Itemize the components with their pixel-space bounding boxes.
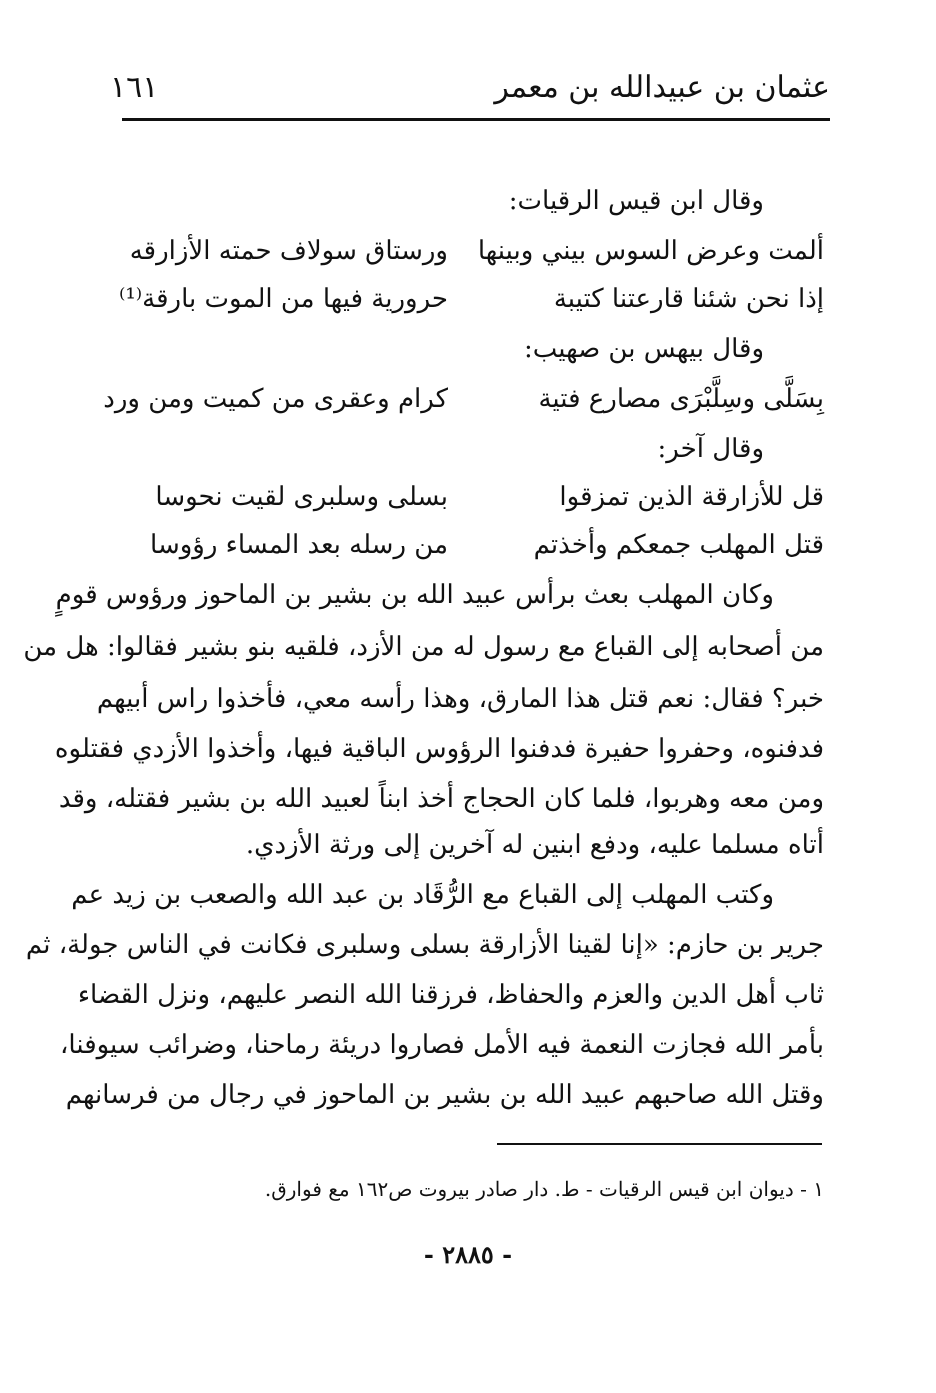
paragraph-line: ومن معه وهربوا، فلما كان الحجاج أخذ ابناً لعبيد الله بن بشير فقتله، وقد: [58, 784, 824, 814]
paragraph-line: من أصحابه إلى القباع مع رسول له من الأزد، فلقيه بنو بشير فقالوا: هل من: [23, 632, 824, 662]
header-rule: [122, 118, 830, 121]
paragraph-line: أتاه مسلما عليه، ودفع ابنين له آخرين إلى ورثة الأزدي.: [245, 830, 824, 860]
verse-hemistich-right: بِسَلَّى وسِلَّبْرَى مصارع فتية: [538, 384, 824, 414]
poem-intro-3: وقال آخر:: [657, 434, 764, 464]
paragraph-line: وكتب المهلب إلى القباع مع الرُّقَاد بن عبد الله والصعب بن زيد عم: [71, 880, 774, 910]
header-title: عثمان بن عبيدالله بن معمر: [494, 70, 830, 105]
paragraph-line: وقتل الله صاحبهم عبيد الله بن بشير بن الماحوز في رجال من فرسانهم: [65, 1080, 824, 1110]
footer-page-number: - ٢٨٨٥ -: [423, 1240, 513, 1269]
poem-intro-1: وقال ابن قيس الرقيات:: [508, 186, 764, 216]
paragraph-line: وكان المهلب بعث برأس عبيد الله بن بشير بن الماحوز ورؤوس قومٍ: [55, 580, 774, 610]
footnote: ١ - ديوان ابن قيس الرقيات - ط. دار صادر بيروت ص١٦٢ مع فوارق.: [264, 1177, 824, 1201]
running-head: [110, 62, 830, 118]
verse-hemistich-right: قل للأزارقة الذين تمزقوا: [559, 482, 824, 512]
paragraph-line: خبر؟ فقال: نعم قتل هذا المارق، وهذا رأسه معي، فأخذوا راس أبيهم: [96, 684, 824, 714]
verse-hemistich-right: ألمت وعرض السوس بيني وبينها: [477, 236, 824, 266]
poem-intro-2: وقال بيهس بن صهيب:: [523, 334, 764, 364]
paragraph-line: جرير بن حازم: «إنا لقينا الأزارقة بسلى وسلبرى فكانت في الناس جولة، ثم: [25, 930, 824, 960]
verse-hemistich-right: قتل المهلب جمعكم وأخذتم: [533, 530, 824, 560]
verse-hemistich-left: بسلى وسلبرى لقيت نحوسا: [155, 482, 448, 512]
paragraph-line: ثاب أهل الدين والعزم والحفاظ، فرزقنا الله النصر عليهم، ونزل القضاء: [77, 980, 824, 1010]
verse-hemistich-left: حرورية فيها من الموت بارقة⁽¹⁾: [118, 284, 448, 314]
verse-hemistich-left: من رسله بعد المساء رؤوسا: [150, 530, 448, 560]
paragraph-line: فدفنوه، وحفروا حفيرة فدفنوا الرؤوس الباقية فيها، وأخذوا الأزدي فقتلوه: [54, 734, 824, 764]
verse-hemistich-left: كرام وعقرى من كميت ومن ورد: [103, 384, 448, 414]
verse-hemistich-left: ورستاق سولاف حمته الأزارقه: [129, 236, 448, 266]
footnote-rule: [497, 1143, 822, 1145]
verse-hemistich-right: إذا نحن شئنا قارعتنا كتيبة: [553, 284, 824, 314]
header-page-number: ١٦١: [110, 70, 159, 105]
paragraph-line: بأمر الله فجازت النعمة فيه الأمل فصاروا دريئة رماحنا، وضرائب سيوفنا،: [60, 1030, 824, 1060]
